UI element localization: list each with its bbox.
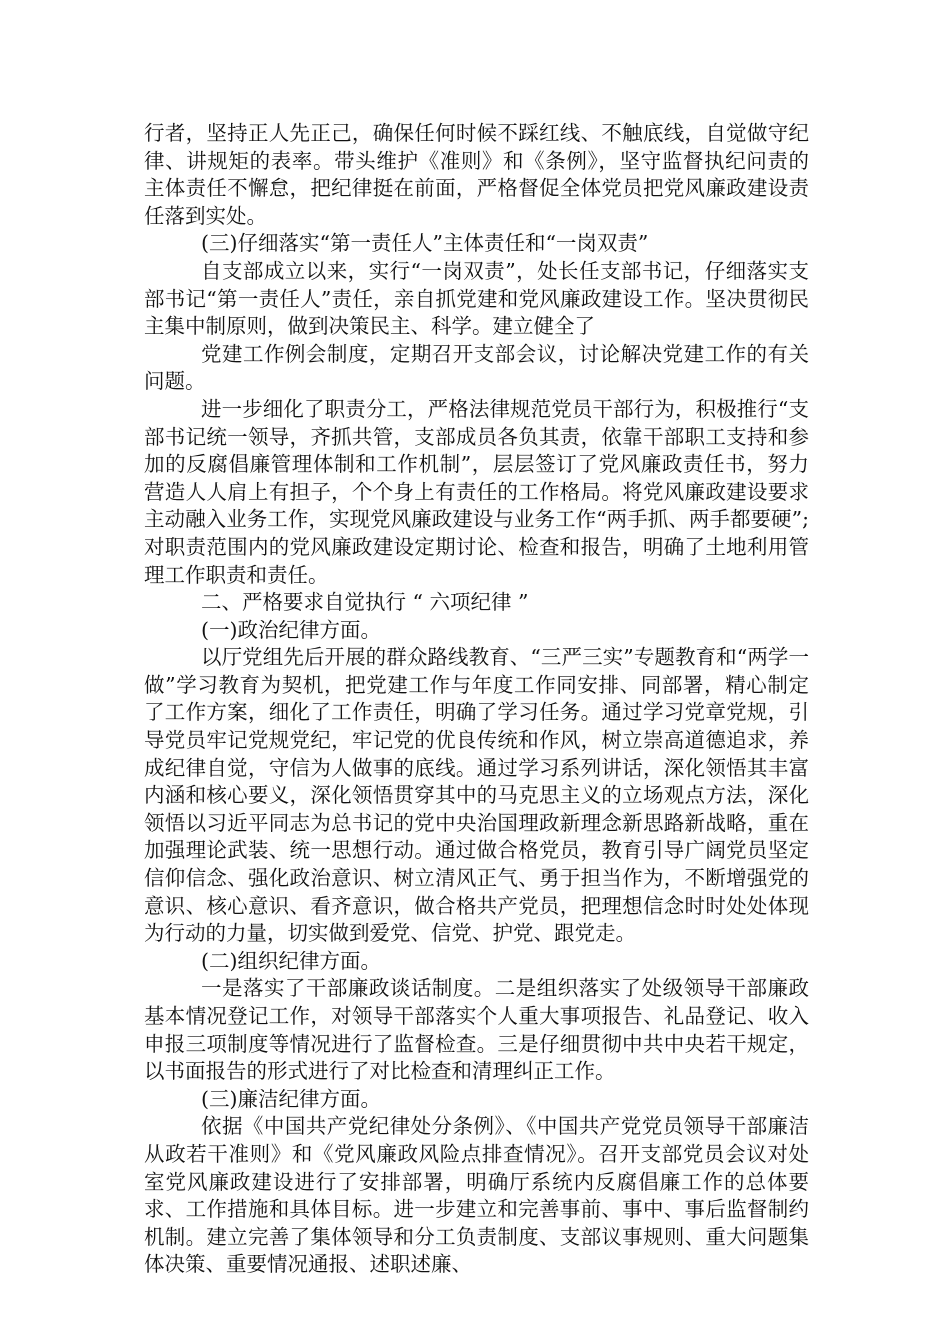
subheading-political-discipline: (一)政治纪律方面。	[201, 617, 381, 642]
paragraph: 进一步细化了职责分工，严格法律规范党员干部行为，积极推行“支部书记统一领导，齐抓共管，支部成员各负其责，依靠干部职工支持和参加的反腐倡廉管理体制和工作机制”，层层签订了党风廉政责任书，努力营造人人肩上有担子，个个身上有责任的工作格局。将党风廉政建设要求主动融入业务工作，实现党风廉政建设与业务工作“两手抓、两手都要硬”;对职责范围内的党风廉政建设定期讨论、检查和报告，明确了土地利用管理工作职责和责任。	[144, 396, 809, 587]
paragraph-continued: 行者，坚持正人先正己，确保任何时候不踩红线、不触底线，自觉做守纪律、讲规矩的表率。带头维护《准则》和《条例》，坚守监督执纪问责的主体责任不懈怠，把纪律挺在前面，严格督促全体党员把党风廉政建设责任落到实处。	[144, 121, 809, 228]
paragraph: 以厅党组先后开展的群众路线教育、“三严三实”专题教育和“两学一做”学习教育为契机，把党建工作与年度工作同安排、同部署，精心制定了工作方案，细化了工作责任，明确了学习任务。通过学习党章党规，引导党员牢记党规党纪，牢记党的优良传统和作风，树立崇高道德追求，养成纪律自觉，守信为人做事的底线。通过学习系列讲话，深化领悟其丰富内涵和核心要义，深化领悟贯穿其中的马克思主义的立场观点方法，深化领悟以习近平同志为总书记的党中央治国理政新理念新思路新战略，重在加强理论武装、统一思想行动。通过做合格党员，教育引导广阔党员坚定信仰信念、强化政治意识、树立清风正气、勇于担当作为，不断增强党的意识、核心意识、看齐意识，做合格共产党员，把理想信念时时处处体现为行动的力量，切实做到爱党、信党、护党、跟党走。	[144, 645, 809, 946]
paragraph: 党建工作例会制度，定期召开支部会议，讨论解决党建工作的有关问题。	[144, 341, 809, 394]
subheading-organizational-discipline: (二)组织纪律方面。	[201, 948, 381, 973]
document-body	[144, 120, 809, 1279]
paragraph: 自支部成立以来，实行“一岗双责”，处长任支部书记，仔细落实支部书记“第一责任人”责任，亲自抓党建和党风廉政建设工作。坚决贯彻民主集中制原则，做到决策民主、科学。建立健全了	[144, 258, 809, 339]
subheading-integrity-discipline: (三)廉洁纪律方面。	[201, 1086, 381, 1111]
paragraph: 依据《中国共产党纪律处分条例》、《中国共产党党员领导干部廉洁从政若干准则》和《党风廉政风险点排查情况》。召开支部党员会议对处室党风廉政建设进行了安排部署，明确厅系统内反腐倡廉工作的总体要求、工作措施和具体目标。进一步建立和完善事前、事中、事后监督制约机制。建立完善了集体领导和分工负责制度、支部议事规则、重大问题集体决策、重要情况通报、述职述廉、	[144, 1114, 809, 1277]
paragraph: 一是落实了干部廉政谈话制度。二是组织落实了处级领导干部廉政基本情况登记工作，对领导干部落实个人重大事项报告、礼品登记、收入申报三项制度等情况进行了监督检查。三是仔细贯彻中共中央若干规定，以书面报告的形式进行了对比检查和清理纠正工作。	[144, 976, 809, 1084]
section-heading-six-disciplines: 二、严格要求自觉执行 “ 六项纪律 ”	[201, 590, 529, 615]
section-heading-first-responsible: (三)仔细落实“第一责任人”主体责任和“一岗双责”	[201, 231, 649, 256]
